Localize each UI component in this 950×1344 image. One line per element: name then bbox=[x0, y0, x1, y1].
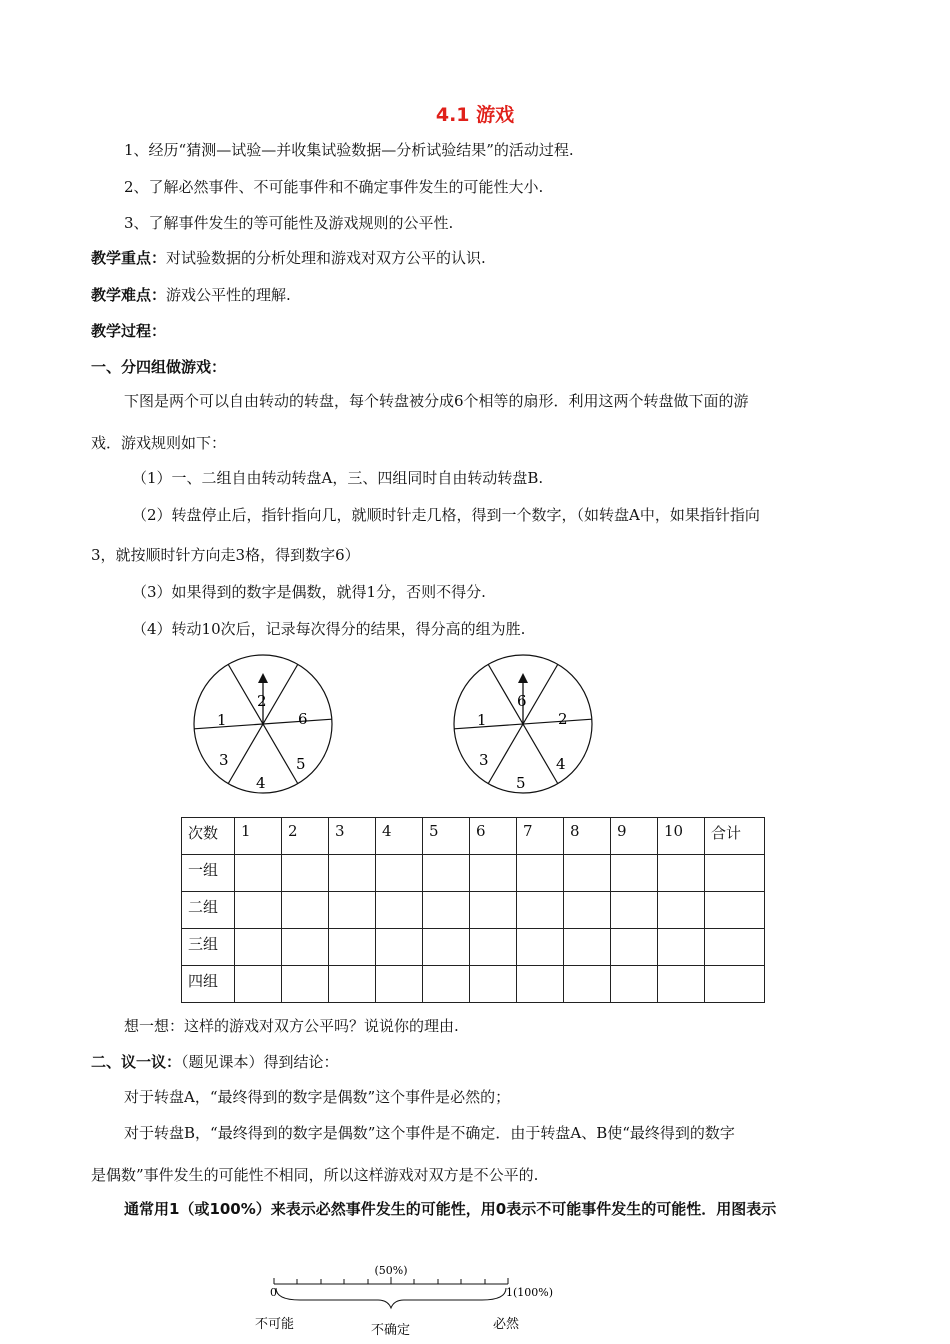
section1-heading: 一、分四组做游戏： bbox=[91, 358, 227, 376]
spinner-b-label: 6 bbox=[517, 692, 527, 710]
table-row bbox=[182, 966, 765, 1003]
table-header-cell: 5 bbox=[423, 818, 470, 855]
table-header-cell: 4 bbox=[376, 818, 423, 855]
pointer-arrow-icon bbox=[258, 673, 268, 683]
spinner-b-label: 1 bbox=[477, 711, 487, 729]
section2-heading bbox=[91, 1051, 339, 1072]
table-header-cell: 6 bbox=[470, 818, 517, 855]
one-label: 1(100%) bbox=[506, 1286, 554, 1299]
rule-2-line-2: 3，就按顺时针方向走3格，得到数字6） bbox=[91, 546, 360, 564]
spinner-b-label: 4 bbox=[556, 755, 566, 773]
spinner-b-label: 5 bbox=[516, 774, 526, 792]
spinner-a-label: 6 bbox=[298, 710, 308, 728]
table-header-cell: 8 bbox=[564, 818, 611, 855]
key-point-label: 教学重点： bbox=[91, 249, 167, 267]
spinner-a bbox=[190, 652, 340, 798]
row-label: 一组 bbox=[182, 855, 235, 892]
section2-line-2: 对于转盘B，“最终得到的数字是偶数”这个事件是不确定．由于转盘A、B使“最终得到的数字 bbox=[124, 1124, 735, 1142]
row-label: 三组 bbox=[182, 929, 235, 966]
score-table bbox=[181, 817, 765, 1003]
probability-line bbox=[250, 1262, 570, 1342]
objective-1: 1、经历“猜测—试验—并收集试验数据—分析试验结果”的活动过程. bbox=[124, 141, 574, 159]
impossible-label: 不可能 bbox=[255, 1317, 295, 1332]
certain-label: 必然 bbox=[493, 1317, 520, 1332]
rule-1: （1）一、二组自由转动转盘A，三、四组同时自由转动转盘B. bbox=[132, 469, 544, 487]
uncertain-label: 不确定 bbox=[371, 1323, 411, 1338]
section2-line-1: 对于转盘A，“最终得到的数字是偶数”这个事件是必然的； bbox=[124, 1088, 511, 1106]
table-header-cell: 2 bbox=[282, 818, 329, 855]
table-row bbox=[182, 892, 765, 929]
key-point-text: 对试验数据的分析处理和游戏对双方公平的认识. bbox=[166, 249, 486, 267]
section2-line-3: 是偶数”事件发生的可能性不相同，所以这样游戏对双方是不公平的. bbox=[91, 1166, 539, 1184]
spinner-b-label: 2 bbox=[558, 710, 568, 728]
table-header-cell: 次数 bbox=[182, 818, 235, 855]
spinner-a-label: 4 bbox=[256, 774, 266, 792]
table-header-cell: 10 bbox=[658, 818, 705, 855]
key-point bbox=[91, 247, 486, 268]
table-header-cell: 3 bbox=[329, 818, 376, 855]
spinner-a-label: 1 bbox=[217, 711, 227, 729]
table-header-cell: 7 bbox=[517, 818, 564, 855]
section2-heading-rest: （题见课本）得到结论： bbox=[181, 1053, 339, 1071]
pointer-arrow-icon bbox=[518, 673, 528, 683]
spinner-a-label: 3 bbox=[219, 751, 229, 769]
think-question: 想一想：这样的游戏对双方公平吗？说说你的理由. bbox=[124, 1017, 459, 1035]
spinner-a-label: 5 bbox=[296, 755, 306, 773]
mid-label: (50%) bbox=[374, 1264, 408, 1277]
difficulty bbox=[91, 284, 291, 305]
difficulty-text: 游戏公平性的理解. bbox=[166, 286, 291, 304]
zero-label: 0 bbox=[270, 1286, 277, 1299]
table-header-cell: 1 bbox=[235, 818, 282, 855]
uncertain-brace bbox=[276, 1288, 506, 1308]
spinner-a-label: 2 bbox=[257, 692, 267, 710]
table-header-cell: 9 bbox=[611, 818, 658, 855]
spinner-b bbox=[450, 652, 600, 798]
table-header-row bbox=[182, 818, 765, 855]
row-label: 二组 bbox=[182, 892, 235, 929]
objective-3: 3、了解事件发生的等可能性及游戏规则的公平性. bbox=[124, 214, 454, 232]
page-title: 4.1 游戏 bbox=[435, 104, 515, 126]
rule-4: （4）转动10次后，记录每次得分的结果，得分高的组为胜. bbox=[132, 620, 526, 638]
difficulty-label: 教学难点： bbox=[91, 286, 167, 304]
objective-2: 2、了解必然事件、不可能事件和不确定事件发生的可能性大小. bbox=[124, 178, 544, 196]
table-row bbox=[182, 855, 765, 892]
process-label: 教学过程： bbox=[91, 322, 167, 340]
table-header-cell: 合计 bbox=[705, 818, 765, 855]
section2-heading-label: 二、议一议： bbox=[91, 1053, 182, 1071]
spinner-b-label: 3 bbox=[479, 751, 489, 769]
table-row bbox=[182, 929, 765, 966]
rule-3: （3）如果得到的数字是偶数，就得1分，否则不得分. bbox=[132, 583, 486, 601]
row-label: 四组 bbox=[182, 966, 235, 1003]
conclusion: 通常用1（或100%）来表示必然事件发生的可能性，用0表示不可能事件发生的可能性．用图表示 bbox=[124, 1200, 777, 1218]
rule-2-line-1: （2）转盘停止后，指针指向几，就顺时针走几格，得到一个数字，（如转盘A中，如果指针指向 bbox=[132, 506, 760, 524]
intro-line-2: 戏．游戏规则如下： bbox=[91, 434, 227, 452]
intro-line-1: 下图是两个可以自由转动的转盘，每个转盘被分成6个相等的扇形．利用这两个转盘做下面的游 bbox=[124, 392, 749, 410]
